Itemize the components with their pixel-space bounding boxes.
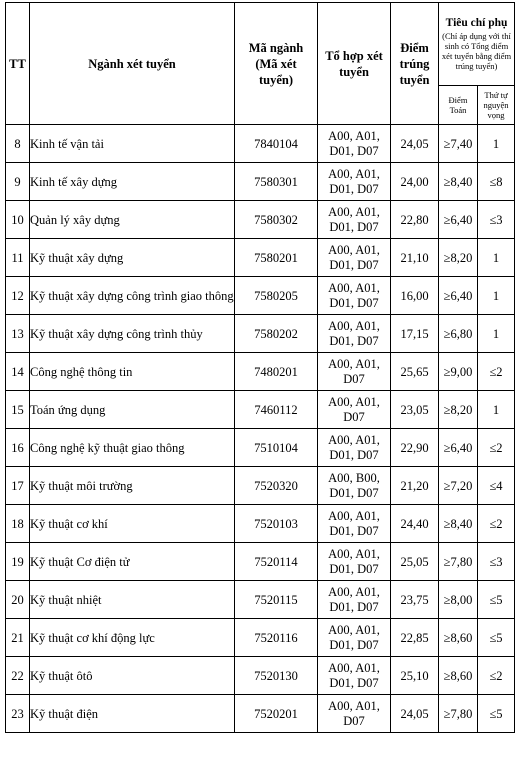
row-tt: 12 — [6, 277, 30, 315]
row-priority: ≤5 — [478, 619, 515, 657]
header-combo: Tổ hợp xét tuyển — [318, 3, 391, 125]
table-row — [6, 581, 515, 619]
row-score: 16,00 — [391, 277, 439, 315]
row-combo-line2: D01, D07 — [329, 257, 379, 272]
row-math: ≥8,40 — [439, 163, 478, 201]
row-combo — [318, 391, 391, 429]
row-code: 7520115 — [235, 581, 318, 619]
row-combo-line2: D01, D07 — [329, 637, 379, 652]
table-row — [6, 657, 515, 695]
row-code: 7580302 — [235, 201, 318, 239]
row-combo-line2: D01, D07 — [329, 675, 379, 690]
row-combo-line1: A00, A01, — [328, 698, 380, 713]
row-combo — [318, 695, 391, 733]
row-combo-line1: A00, A01, — [328, 508, 380, 523]
row-major: Kỹ thuật xây dựng công trình giao thông — [30, 277, 235, 315]
row-combo-line2: D01, D07 — [329, 447, 379, 462]
row-combo — [318, 163, 391, 201]
row-code: 7840104 — [235, 125, 318, 163]
row-score: 24,40 — [391, 505, 439, 543]
row-tt: 17 — [6, 467, 30, 505]
row-combo — [318, 657, 391, 695]
row-math: ≥6,40 — [439, 201, 478, 239]
row-code: 7520114 — [235, 543, 318, 581]
row-math: ≥7,80 — [439, 543, 478, 581]
row-math: ≥6,40 — [439, 429, 478, 467]
row-combo — [318, 239, 391, 277]
admission-table — [5, 2, 515, 733]
row-combo-line1: A00, A01, — [328, 318, 380, 333]
table-row — [6, 163, 515, 201]
row-score: 24,00 — [391, 163, 439, 201]
row-combo-line2: D01, D07 — [329, 219, 379, 234]
row-code: 7580202 — [235, 315, 318, 353]
row-combo — [318, 543, 391, 581]
row-math: ≥6,80 — [439, 315, 478, 353]
row-major: Kỹ thuật nhiệt — [30, 581, 235, 619]
table-row — [6, 277, 515, 315]
row-tt: 16 — [6, 429, 30, 467]
row-code: 7520116 — [235, 619, 318, 657]
row-math: ≥6,40 — [439, 277, 478, 315]
row-score: 21,20 — [391, 467, 439, 505]
row-combo — [318, 277, 391, 315]
row-priority: ≤4 — [478, 467, 515, 505]
row-major: Kinh tế vận tải — [30, 125, 235, 163]
row-priority: ≤2 — [478, 657, 515, 695]
header-tt: TT — [6, 3, 30, 125]
row-major: Kỹ thuật cơ khí — [30, 505, 235, 543]
row-tt: 20 — [6, 581, 30, 619]
row-math: ≥9,00 — [439, 353, 478, 391]
row-priority: ≤2 — [478, 429, 515, 467]
row-combo-line1: A00, A01, — [328, 584, 380, 599]
table-row — [6, 619, 515, 657]
row-math: ≥8,20 — [439, 239, 478, 277]
row-priority: ≤3 — [478, 201, 515, 239]
row-priority: 1 — [478, 315, 515, 353]
row-combo — [318, 353, 391, 391]
row-combo-line1: A00, A01, — [328, 280, 380, 295]
row-combo-line2: D01, D07 — [329, 599, 379, 614]
row-combo — [318, 429, 391, 467]
row-combo-line2: D01, D07 — [329, 295, 379, 310]
row-combo — [318, 581, 391, 619]
row-tt: 14 — [6, 353, 30, 391]
row-combo-line2: D01, D07 — [329, 333, 379, 348]
row-priority: ≤5 — [478, 695, 515, 733]
row-math: ≥8,60 — [439, 619, 478, 657]
row-score: 22,80 — [391, 201, 439, 239]
row-priority: ≤3 — [478, 543, 515, 581]
table-row — [6, 391, 515, 429]
row-code: 7520201 — [235, 695, 318, 733]
row-code: 7460112 — [235, 391, 318, 429]
row-combo-line2: D01, D07 — [329, 485, 379, 500]
row-score: 25,05 — [391, 543, 439, 581]
row-combo-line1: A00, A01, — [328, 394, 380, 409]
row-combo-line1: A00, A01, — [328, 356, 380, 371]
row-code: 7510104 — [235, 429, 318, 467]
row-combo-line2: D01, D07 — [329, 143, 379, 158]
header-code: Mã ngành (Mã xét tuyển) — [235, 3, 318, 125]
row-combo-line1: A00, A01, — [328, 204, 380, 219]
row-math: ≥8,40 — [439, 505, 478, 543]
table-row — [6, 201, 515, 239]
row-math: ≥7,40 — [439, 125, 478, 163]
row-combo-line1: A00, A01, — [328, 660, 380, 675]
row-priority: ≤8 — [478, 163, 515, 201]
header-sub-title: Tiêu chí phụ — [445, 16, 508, 29]
row-combo — [318, 125, 391, 163]
row-major: Kỹ thuật điện — [30, 695, 235, 733]
row-combo-line1: A00, A01, — [328, 166, 380, 181]
row-tt: 21 — [6, 619, 30, 657]
row-major: Kỹ thuật môi trường — [30, 467, 235, 505]
header-math: Điểm Toán — [439, 86, 478, 125]
row-score: 22,85 — [391, 619, 439, 657]
row-combo-line2: D01, D07 — [329, 181, 379, 196]
row-score: 25,10 — [391, 657, 439, 695]
row-code: 7520103 — [235, 505, 318, 543]
table-row — [6, 429, 515, 467]
row-score: 23,75 — [391, 581, 439, 619]
row-tt: 19 — [6, 543, 30, 581]
row-major: Kỹ thuật cơ khí động lực — [30, 619, 235, 657]
row-combo-line1: A00, A01, — [328, 622, 380, 637]
row-tt: 23 — [6, 695, 30, 733]
row-tt: 22 — [6, 657, 30, 695]
table-row — [6, 695, 515, 733]
header-row — [6, 3, 515, 86]
row-combo — [318, 201, 391, 239]
row-score: 17,15 — [391, 315, 439, 353]
row-tt: 13 — [6, 315, 30, 353]
row-score: 23,05 — [391, 391, 439, 429]
row-code: 7580205 — [235, 277, 318, 315]
table-row — [6, 505, 515, 543]
row-math: ≥8,60 — [439, 657, 478, 695]
row-priority: 1 — [478, 239, 515, 277]
row-combo-line2: D07 — [343, 409, 365, 424]
table-row — [6, 239, 515, 277]
row-priority: ≤2 — [478, 353, 515, 391]
row-code: 7520320 — [235, 467, 318, 505]
table-row — [6, 125, 515, 163]
row-combo — [318, 467, 391, 505]
row-score: 24,05 — [391, 125, 439, 163]
row-score: 21,10 — [391, 239, 439, 277]
row-major: Quản lý xây dựng — [30, 201, 235, 239]
row-priority: ≤2 — [478, 505, 515, 543]
row-combo-line2: D01, D07 — [329, 561, 379, 576]
row-math: ≥8,00 — [439, 581, 478, 619]
table-body — [6, 125, 515, 733]
row-math: ≥7,20 — [439, 467, 478, 505]
row-code: 7520130 — [235, 657, 318, 695]
row-major: Kỹ thuật xây dựng công trình thủy — [30, 315, 235, 353]
header-major: Ngành xét tuyển — [30, 3, 235, 125]
row-combo-line1: A00, A01, — [328, 546, 380, 561]
row-code: 7480201 — [235, 353, 318, 391]
row-major: Công nghệ thông tin — [30, 353, 235, 391]
row-combo-line1: A00, B00, — [328, 470, 380, 485]
row-tt: 10 — [6, 201, 30, 239]
row-combo-line2: D07 — [343, 371, 365, 386]
row-major: Kỹ thuật Cơ điện tử — [30, 543, 235, 581]
table-row — [6, 353, 515, 391]
row-combo-line1: A00, A01, — [328, 242, 380, 257]
row-code: 7580301 — [235, 163, 318, 201]
table-row — [6, 315, 515, 353]
row-major: Công nghệ kỹ thuật giao thông — [30, 429, 235, 467]
row-score: 25,65 — [391, 353, 439, 391]
row-priority: ≤5 — [478, 581, 515, 619]
row-score: 22,90 — [391, 429, 439, 467]
row-combo — [318, 619, 391, 657]
header-priority: Thứ tự nguyện vọng — [478, 86, 515, 125]
row-tt: 9 — [6, 163, 30, 201]
row-combo-line1: A00, A01, — [328, 128, 380, 143]
row-priority: 1 — [478, 125, 515, 163]
table-row — [6, 467, 515, 505]
row-score: 24,05 — [391, 695, 439, 733]
row-priority: 1 — [478, 277, 515, 315]
row-priority: 1 — [478, 391, 515, 429]
row-tt: 15 — [6, 391, 30, 429]
row-major: Toán ứng dụng — [30, 391, 235, 429]
row-combo-line2: D07 — [343, 713, 365, 728]
row-combo-line2: D01, D07 — [329, 523, 379, 538]
row-combo-line1: A00, A01, — [328, 432, 380, 447]
row-major: Kinh tế xây dựng — [30, 163, 235, 201]
header-sub-criteria — [439, 3, 515, 86]
header-sub-note: (Chỉ áp dụng với thí sinh có Tổng điểm xét tuyển bằng điểm trúng tuyển) — [441, 30, 512, 71]
table-row — [6, 543, 515, 581]
row-code: 7580201 — [235, 239, 318, 277]
row-math: ≥7,80 — [439, 695, 478, 733]
row-major: Kỹ thuật ôtô — [30, 657, 235, 695]
row-tt: 11 — [6, 239, 30, 277]
row-tt: 8 — [6, 125, 30, 163]
header-score: Điểm trúng tuyển — [391, 3, 439, 125]
row-combo — [318, 505, 391, 543]
row-tt: 18 — [6, 505, 30, 543]
row-combo — [318, 315, 391, 353]
row-major: Kỹ thuật xây dựng — [30, 239, 235, 277]
row-math: ≥8,20 — [439, 391, 478, 429]
